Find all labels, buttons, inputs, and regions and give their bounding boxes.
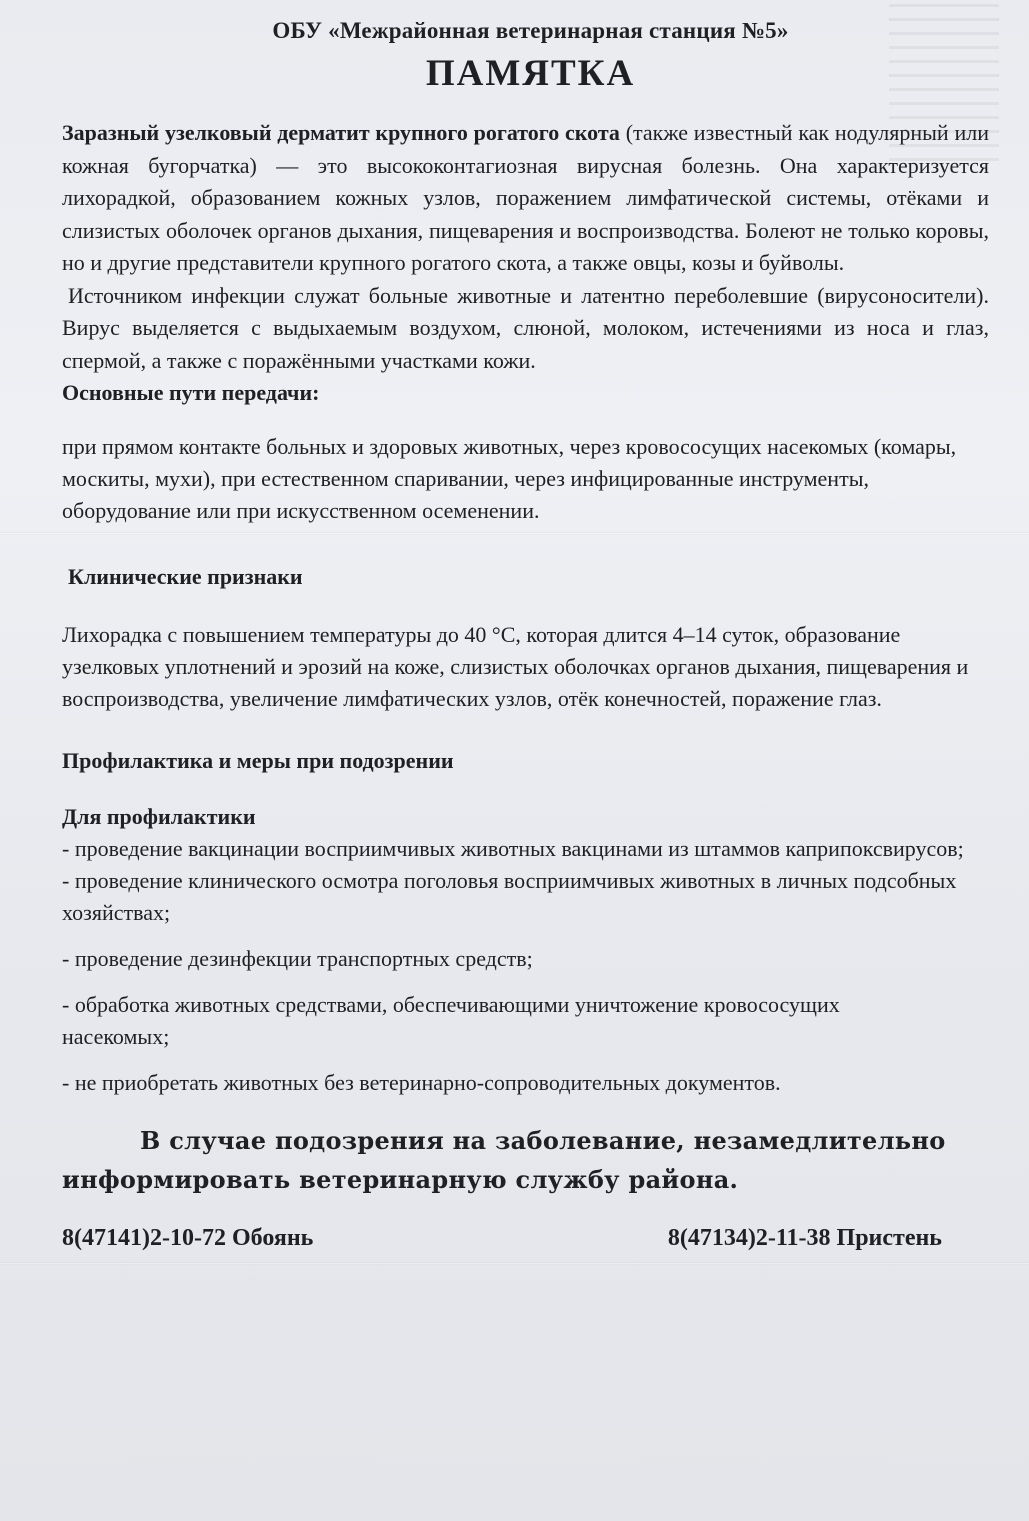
alert-block [62, 1121, 989, 1199]
district-name: Пристень [836, 1225, 942, 1251]
prevention-item-disinfection: - проведение дезинфекции транспортных средств; [62, 946, 533, 971]
prevention-item-insect-control: - обработка животных средствами, обеспечивающими уничтожение кровососущих насекомых; [62, 992, 840, 1049]
intro-paragraph [62, 117, 989, 280]
prevention-subheading: Для профилактики [62, 804, 256, 829]
document-title: ПАМЯТКА [425, 53, 636, 94]
prevention-item-inspection: - проведение клинического осмотра поголовья восприимчивых животных в личных подсобных хозяйствах; [62, 868, 957, 925]
show-through-marks [889, 4, 999, 164]
paper-fold-line [0, 532, 1029, 535]
alert-line-1: В случае подозрения на заболевание, незамедлительно [140, 1126, 946, 1155]
transmission-text: при прямом контакте больных и здоровых животных, через кровососущих насекомых (комары, москиты, мухи), при естественном спаривании, через инфицированные инструменты, оборудование или при искусственном осеменении. [62, 434, 957, 523]
prevention-item-vaccination: - проведение вакцинации восприимчивых животных вакцинами из штаммов каприпоксвирусов; [62, 836, 964, 861]
clinical-heading: Клинические признаки [68, 564, 303, 589]
paper-fold-line [0, 1262, 1029, 1265]
phone-number: 8(47141)2-10-72 [62, 1225, 226, 1251]
alert-line-2: информировать ветеринарную службу района. [62, 1165, 739, 1194]
disease-name: Заразный узелковый дерматит крупного рогатого скота [62, 120, 620, 145]
clinical-text: Лихорадка с повышением температуры до 40 °С, которая длится 4–14 суток, образование узелковых уплотнений и эрозий на коже, слизистых оболочках органов дыхания, пищеварения и воспроизводства, увеличение лимфатических узлов, отёк конечностей, поражение глаз. [62, 622, 969, 711]
phone-number: 8(47134)2-11-38 [667, 1225, 831, 1251]
contact-oboyan [62, 1225, 313, 1252]
contact-phones [62, 1225, 942, 1252]
contact-pristen [668, 1225, 942, 1252]
prevention-item-documents: - не приобретать животных без ветеринарно-сопроводительных документов. [62, 1070, 781, 1095]
intro-text: (также известный как нодулярный или кожная бугорчатка) — это высококонтагиозная вирусная болезнь. Она характеризуется лихорадкой, образованием кожных узлов, поражением лимфатической системы, отёками и слизистых оболочек органов дыхания, пищеварения и воспроизводства. Болеют не только коровы, но и другие представители крупного рогатого скота, а также овцы, козы и буйволы. [62, 120, 989, 275]
infection-source-paragraph: Источником инфекции служат больные животные и латентно переболевшие (вирусоносители). Вирус выделяется с выдыхаемым воздухом, слюной, молоком, истечениями из носа и глаз, спермой, а также с поражёнными участками кожи. [62, 282, 989, 373]
organization-name: ОБУ «Межрайонная ветеринарная станция №5» [272, 18, 789, 43]
transmission-heading: Основные пути передачи: [62, 380, 320, 405]
prevention-heading: Профилактика и меры при подозрении [62, 748, 454, 773]
district-name: Обоянь [231, 1225, 314, 1251]
